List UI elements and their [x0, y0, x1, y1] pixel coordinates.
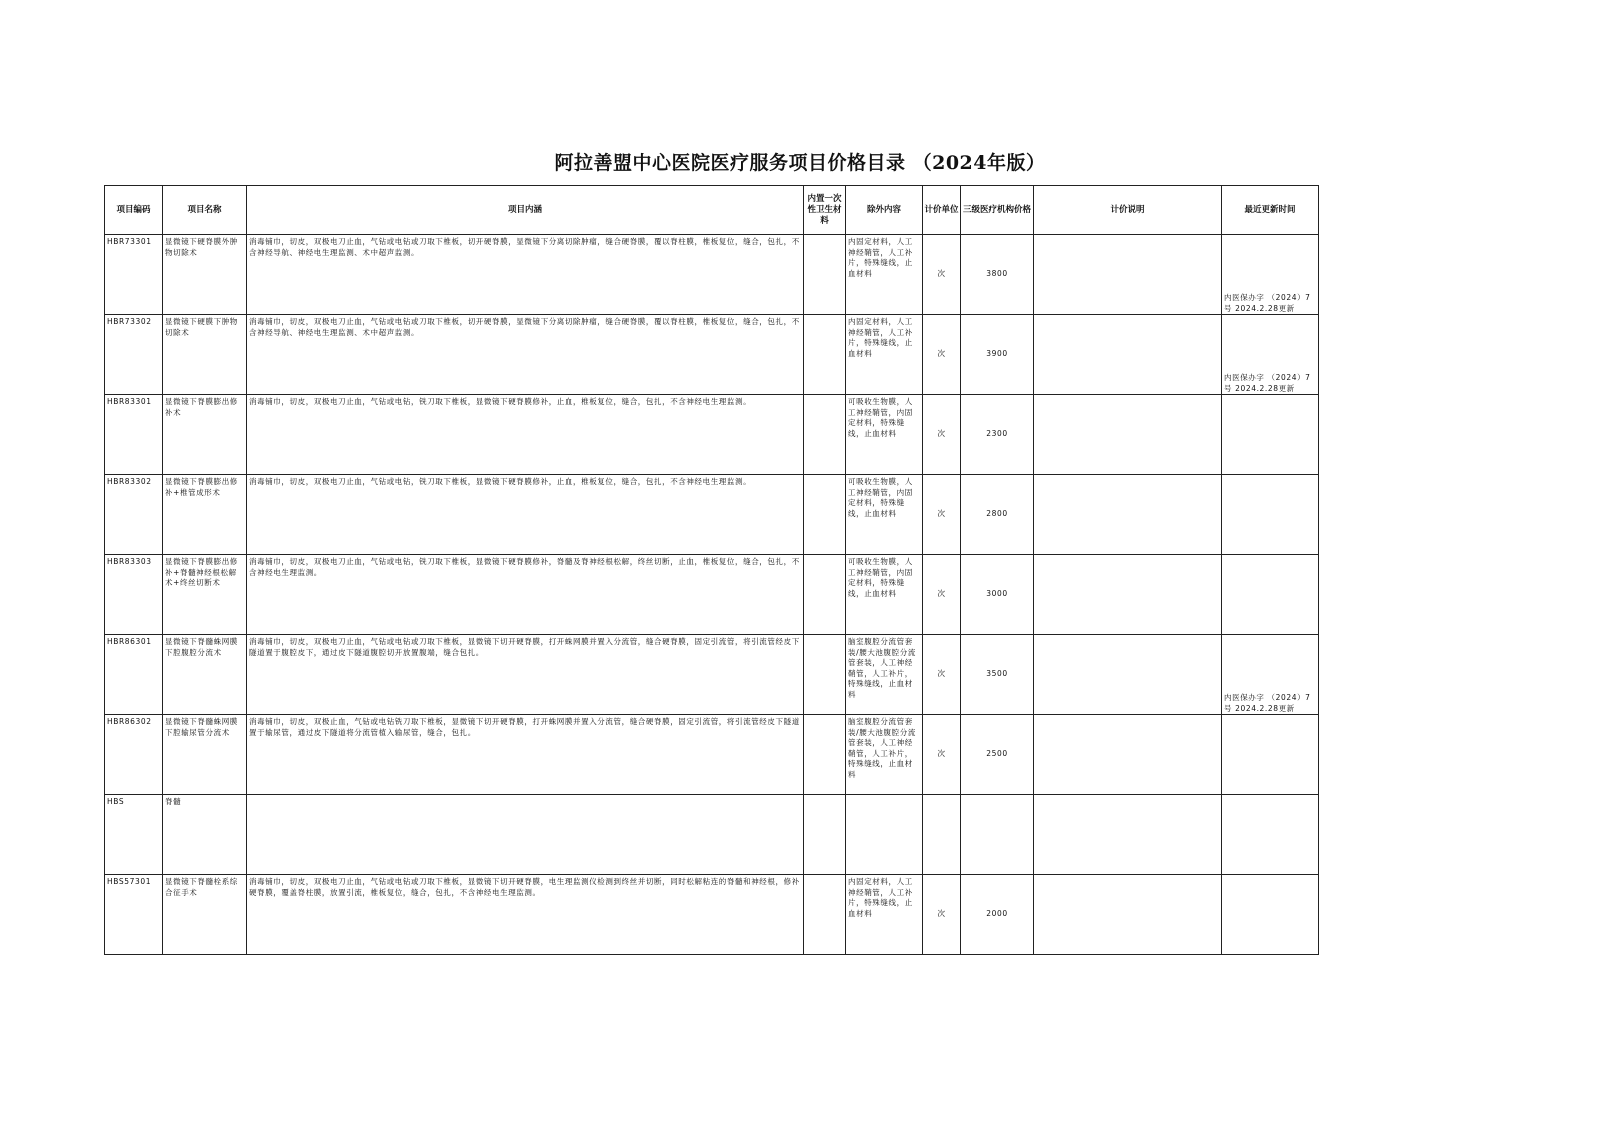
- cell-update: 内医保办字 （2024）7号 2024.2.28更新: [1222, 315, 1319, 395]
- cell-price: 2500: [961, 715, 1034, 795]
- cell-name: 显微镜下脊髓蛛网膜下腔输尿管分流术: [163, 715, 247, 795]
- cell-name: 显微镜下脊膜膨出修补术: [163, 395, 247, 475]
- cell-unit: [923, 795, 961, 875]
- table-row: [105, 875, 1319, 955]
- cell-exclusion: 可吸收生物膜，人工神经鞘管，内固定材料，特殊缝线，止血材料: [846, 395, 923, 475]
- cell-note: [1034, 555, 1222, 635]
- cell-note: [1034, 875, 1222, 955]
- price-table: [104, 185, 1319, 955]
- header-note: 计价说明: [1034, 186, 1222, 235]
- cell-update: [1222, 555, 1319, 635]
- table-row: [105, 235, 1319, 315]
- cell-unit: 次: [923, 475, 961, 555]
- header-content: 项目内涵: [247, 186, 804, 235]
- cell-price: 3500: [961, 635, 1034, 715]
- cell-exclusion: 可吸收生物膜，人工神经鞘管，内固定材料，特殊缝线，止血材料: [846, 475, 923, 555]
- table-row: [105, 315, 1319, 395]
- cell-name: 显微镜下脊膜膨出修补+脊髓神经根松解术+终丝切断术: [163, 555, 247, 635]
- cell-update: 内医保办字 （2024）7号 2024.2.28更新: [1222, 235, 1319, 315]
- cell-name: 显微镜下脊髓蛛网膜下腔腹腔分流术: [163, 635, 247, 715]
- cell-material: [804, 555, 846, 635]
- table-row: [105, 395, 1319, 475]
- table-row: [105, 795, 1319, 875]
- cell-name: 脊髓: [163, 795, 247, 875]
- cell-exclusion: 脑室腹腔分流管套装/腰大池腹腔分流管套装，人工神经鞘管，人工补片，特殊缝线，止血材料: [846, 635, 923, 715]
- cell-material: [804, 875, 846, 955]
- table-row: [105, 555, 1319, 635]
- cell-code: HBS57301: [105, 875, 163, 955]
- cell-material: [804, 715, 846, 795]
- cell-exclusion: 内固定材料，人工神经鞘管，人工补片，特殊缝线，止血材料: [846, 235, 923, 315]
- cell-unit: 次: [923, 235, 961, 315]
- header-code: 项目编码: [105, 186, 163, 235]
- cell-content: 消毒铺巾，切皮，双极电刀止血，气钻或电钻或刀取下椎板，显微镜下切开硬脊膜，打开蛛网膜并置入分流管，缝合硬脊膜，固定引流管，将引流管经皮下隧道置于腹腔皮下，通过皮下隧道腹腔切开放置腹端，缝合包扎。: [247, 635, 804, 715]
- cell-code: HBR86301: [105, 635, 163, 715]
- cell-content: 消毒铺巾，切皮，双极电刀止血，气钻或电钻，铣刀取下椎板，显微镜下硬脊膜修补，止血，椎板复位，缝合，包扎，不含神经电生理监测。: [247, 395, 804, 475]
- header-material: 内置一次性卫生材料: [804, 186, 846, 235]
- cell-note: [1034, 635, 1222, 715]
- cell-exclusion: [846, 795, 923, 875]
- cell-exclusion: 可吸收生物膜，人工神经鞘管，内固定材料，特殊缝线，止血材料: [846, 555, 923, 635]
- cell-price: 2300: [961, 395, 1034, 475]
- cell-note: [1034, 235, 1222, 315]
- header-exclusion: 除外内容: [846, 186, 923, 235]
- cell-code: HBR86302: [105, 715, 163, 795]
- cell-name: 显微镜下硬膜下肿物切除术: [163, 315, 247, 395]
- header-price: 三级医疗机构价格: [961, 186, 1034, 235]
- cell-price: 3800: [961, 235, 1034, 315]
- table-row: [105, 475, 1319, 555]
- cell-price: 2000: [961, 875, 1034, 955]
- cell-code: HBR83302: [105, 475, 163, 555]
- cell-update: [1222, 875, 1319, 955]
- cell-code: HBR83301: [105, 395, 163, 475]
- cell-update: [1222, 395, 1319, 475]
- table-row: [105, 715, 1319, 795]
- cell-unit: 次: [923, 715, 961, 795]
- cell-note: [1034, 315, 1222, 395]
- cell-content: 消毒铺巾，切皮，双极电刀止血，气钻或电钻或刀取下椎板，切开硬脊膜，显微镜下分离切除肿瘤，缝合硬脊膜，覆以脊柱膜，椎板复位，缝合，包扎，不含神经导航、神经电生理监测、术中超声监测。: [247, 315, 804, 395]
- cell-code: HBR73301: [105, 235, 163, 315]
- cell-name: 显微镜下脊髓栓系综合征手术: [163, 875, 247, 955]
- cell-unit: 次: [923, 395, 961, 475]
- cell-note: [1034, 715, 1222, 795]
- cell-material: [804, 235, 846, 315]
- cell-exclusion: 脑室腹腔分流管套装/腰大池腹腔分流管套装，人工神经鞘管，人工补片，特殊缝线，止血材料: [846, 715, 923, 795]
- cell-code: HBS: [105, 795, 163, 875]
- cell-material: [804, 635, 846, 715]
- cell-price: 2800: [961, 475, 1034, 555]
- cell-material: [804, 395, 846, 475]
- cell-name: 显微镜下硬脊膜外肿物切除术: [163, 235, 247, 315]
- cell-price: 3900: [961, 315, 1034, 395]
- cell-content: 消毒铺巾，切皮，双极电刀止血，气钻或电钻或刀取下椎板，显微镜下切开硬脊膜，电生理监测仪检测到终丝并切断，同时松解粘连的脊髓和神经根，修补硬脊膜，覆盖脊柱膜，放置引流，椎板复位，缝合，包扎，不含神经电生理监测。: [247, 875, 804, 955]
- cell-price: 3000: [961, 555, 1034, 635]
- cell-unit: 次: [923, 875, 961, 955]
- cell-price: [961, 795, 1034, 875]
- page-title: 阿拉善盟中心医院医疗服务项目价格目录 （2024年版）: [554, 152, 1046, 174]
- cell-name: 显微镜下脊膜膨出修补+椎管成形术: [163, 475, 247, 555]
- cell-content: 消毒铺巾，切皮，双极电刀止血，气钻或电钻，铣刀取下椎板，显微镜下硬脊膜修补，脊髓及脊神经根松解，终丝切断，止血，椎板复位，缝合，包扎，不含神经电生理监测。: [247, 555, 804, 635]
- cell-exclusion: 内固定材料，人工神经鞘管，人工补片，特殊缝线，止血材料: [846, 875, 923, 955]
- cell-unit: 次: [923, 555, 961, 635]
- cell-update: [1222, 795, 1319, 875]
- cell-code: HBR73302: [105, 315, 163, 395]
- cell-unit: 次: [923, 635, 961, 715]
- cell-note: [1034, 475, 1222, 555]
- cell-unit: 次: [923, 315, 961, 395]
- header-row: [105, 186, 1319, 235]
- cell-exclusion: 内固定材料，人工神经鞘管，人工补片，特殊缝线，止血材料: [846, 315, 923, 395]
- table-row: [105, 635, 1319, 715]
- header-unit: 计价单位: [923, 186, 961, 235]
- cell-code: HBR83303: [105, 555, 163, 635]
- cell-content: 消毒铺巾，切皮，双极电刀止血，气钻或电钻，铣刀取下椎板，显微镜下硬脊膜修补，止血，椎板复位，缝合，包扎，不含神经电生理监测。: [247, 475, 804, 555]
- cell-note: [1034, 795, 1222, 875]
- cell-content: 消毒铺巾，切皮，双极电刀止血，气钻或电钻或刀取下椎板，切开硬脊膜，显微镜下分离切除肿瘤，缝合硬脊膜，覆以脊柱膜，椎板复位，缝合，包扎，不含神经导航、神经电生理监测、术中超声监测。: [247, 235, 804, 315]
- cell-update: 内医保办字 （2024）7号 2024.2.28更新: [1222, 635, 1319, 715]
- cell-content: 消毒铺巾，切皮，双极止血，气钻或电钻铣刀取下椎板，显微镜下切开硬脊膜，打开蛛网膜并置入分流管，缝合硬脊膜，固定引流管，将引流管经皮下隧道置于输尿管，通过皮下隧道将分流管植入输尿管，缝合，包扎。: [247, 715, 804, 795]
- cell-material: [804, 795, 846, 875]
- header-update: 最近更新时间: [1222, 186, 1319, 235]
- cell-update: [1222, 715, 1319, 795]
- cell-note: [1034, 395, 1222, 475]
- cell-content: [247, 795, 804, 875]
- cell-material: [804, 315, 846, 395]
- cell-update: [1222, 475, 1319, 555]
- header-name: 项目名称: [163, 186, 247, 235]
- cell-material: [804, 475, 846, 555]
